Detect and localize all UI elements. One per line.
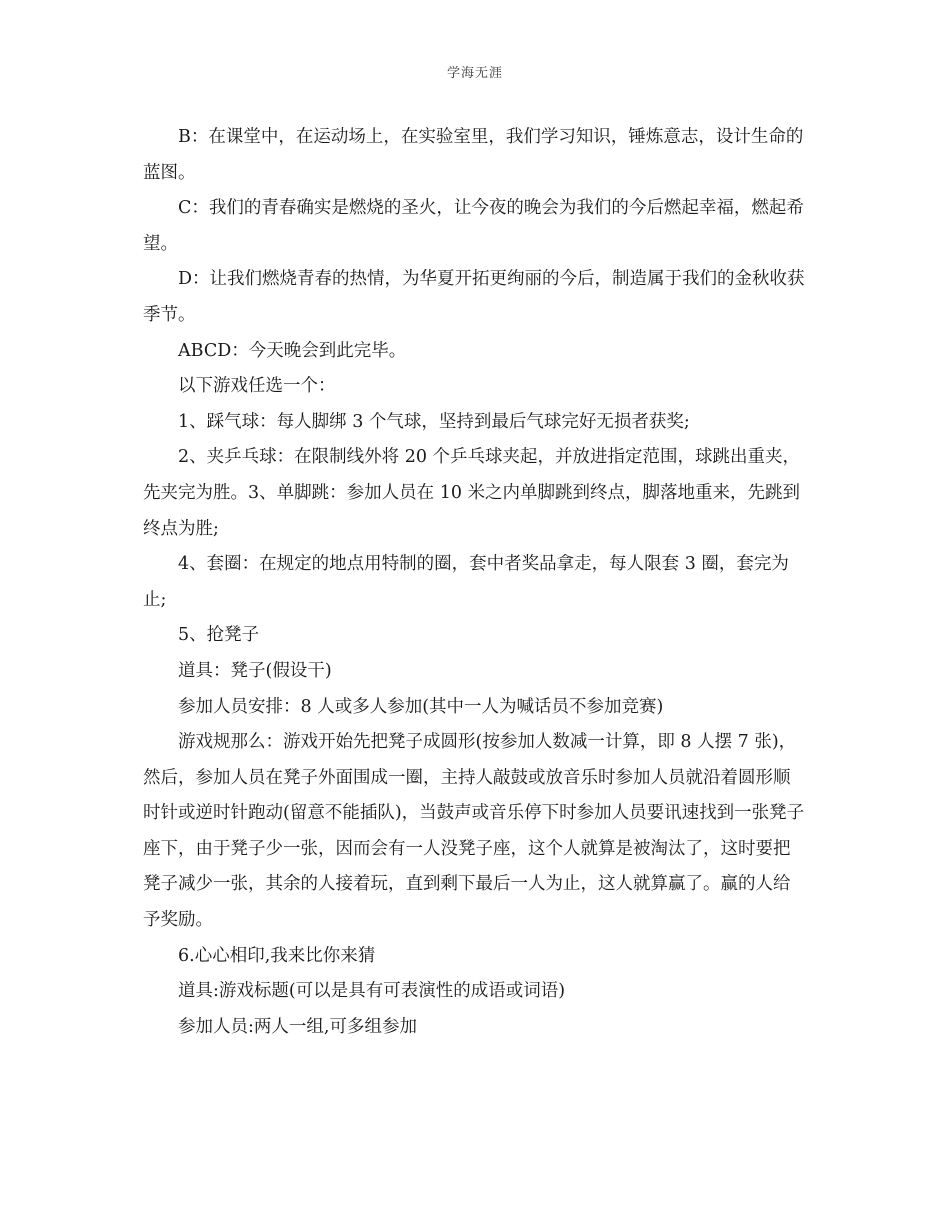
paragraph: 游戏规那么：游戏开始先把凳子成圆形(按参加人数减一计算，即 8 人摆 7 张)，然后，参加人员在凳子外面围成一圈，主持人敲鼓或放音乐时参加人员就沿着圆形顺时针或逆时针跑动(留意不能插队)，当鼓声或音乐停下时参加人员要讯速找到一张凳子座下，由于凳子少一张，因而会有一人没凳子座，这个人就算是被淘汰了，这时要把凳子减少一张，其余的人接着玩，直到剩下最后一人为止，这人就算赢了。赢的人给予奖励。 <box>143 732 805 931</box>
body-text <box>143 120 807 1045</box>
page-header: 学海无涯 <box>446 66 503 81</box>
paragraph: 参加人员安排：8 人或多人参加(其中一人为喊话员不参加竞赛) <box>178 696 664 717</box>
paragraph: 道具:游戏标题(可以是具有可表演性的成语或词语) <box>178 981 566 1002</box>
paragraph: C：我们的青春确实是燃烧的圣火，让今夜的晚会为我们的今后燃起幸福，燃起希望。 <box>143 198 804 254</box>
paragraph: B：在课堂中，在运动场上，在实验室里，我们学习知识，锤炼意志，设计生命的蓝图。 <box>143 127 804 183</box>
paragraph: 道具：凳子(假设干) <box>178 660 332 681</box>
paragraph: 2、夹乒乓球：在限制线外将 20 个乒乓球夹起，并放进指定范围，球跳出重夹，先夹完为胜。3、单脚跳：参加人员在 10 米之内单脚跳到终点，脚落地重来，先跳到终点为胜; <box>143 447 801 539</box>
paragraph: 6.心心相印,我来比你来猜 <box>178 945 376 966</box>
paragraph: ABCD：今天晚会到此完毕。 <box>178 340 407 361</box>
paragraph: 5、抢凳子 <box>178 625 260 646</box>
paragraph: 4、套圈：在规定的地点用特制的圈，套中者奖品拿走，每人限套 3 圈，套完为止; <box>143 554 789 610</box>
paragraph: 以下游戏任选一个： <box>178 376 336 397</box>
paragraph: D：让我们燃烧青春的热情，为华夏开拓更绚丽的今后，制造属于我们的金秋收获季节。 <box>143 269 805 325</box>
paragraph: 参加人员:两人一组,可多组参加 <box>178 1016 417 1037</box>
paragraph: 1、踩气球：每人脚绑 3 个气球，坚持到最后气球完好无损者获奖; <box>178 411 690 432</box>
